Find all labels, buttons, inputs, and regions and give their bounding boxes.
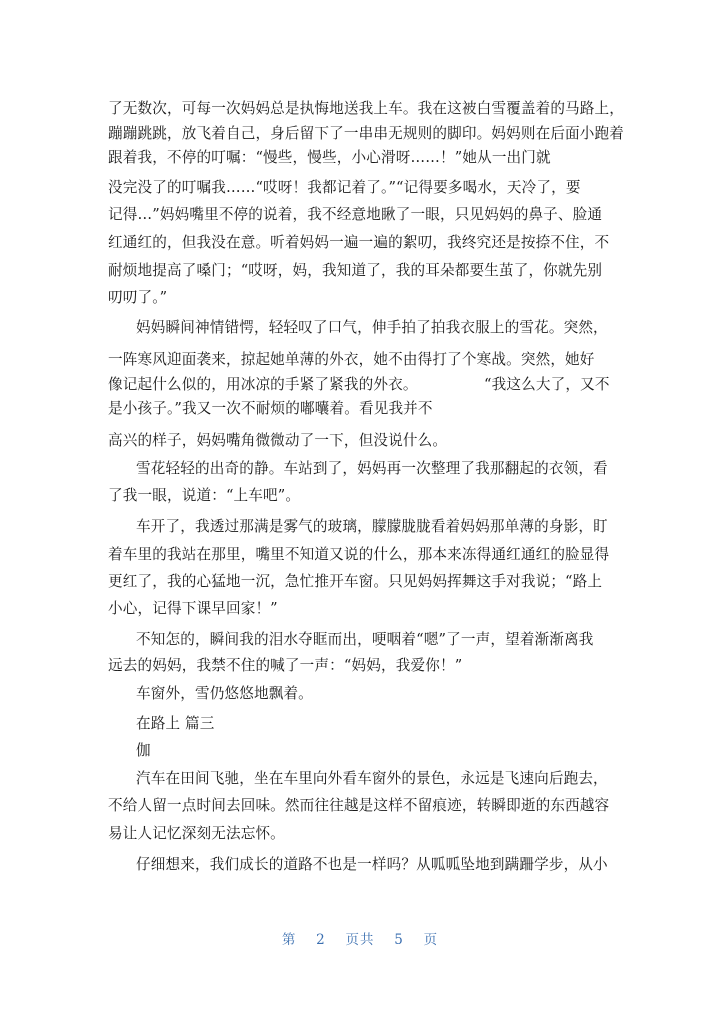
paragraph-line: 蹦蹦跳跳，放飞着自己，身后留下了一串串无规则的脚印。妈妈则在后面小跑着 <box>108 125 625 142</box>
paragraph-line: 更红了，我的心猛地一沉，急忙推开车窗。只见妈妈挥舞这手对我说；“路上 <box>108 573 603 590</box>
paragraph-line: 了我一眼，说道：“上车吧”。 <box>108 487 301 504</box>
paragraph-line: 着车里的我站在那里，嘴里不知道又说的什么，那本来冻得通红通红的脸显得 <box>108 546 610 563</box>
paragraph-line: 仔细想来，我们成长的道路不也是一样吗？从呱呱坠地到蹒跚学步，从小 <box>136 856 608 873</box>
paragraph-line: 跟着我，不停的叮嘱：“慢些，慢些，小心滑呀……！”她从一出门就 <box>108 149 551 166</box>
paragraph-line: 易让人记忆深刻无法忘怀。 <box>108 825 285 842</box>
author-line: 伽 <box>136 742 151 759</box>
paragraph-line: 了无数次，可每一次妈妈总是执悔地送我上车。我在这被白雪覆盖着的马路上， <box>108 100 625 117</box>
paragraph-line: 记得…”妈妈嘴里不停的说着，我不经意地瞅了一眼，只见妈妈的鼻子、脸通 <box>108 206 603 223</box>
paragraph-line: 一阵寒风迎面袭来，掠起她单薄的外衣，她不由得打了个寒战。突然，她好 <box>108 351 595 368</box>
paragraph-line: 小心，记得下课早回家！” <box>108 600 278 617</box>
paragraph-line: 不知怎的，瞬间我的泪水夺眶而出，哽咽着“嗯”了一声，望着渐渐离我 <box>136 631 594 648</box>
paragraph-line: 车窗外，雪仍悠悠地飘着。 <box>136 685 313 702</box>
paragraph-line: 远去的妈妈，我禁不住的喊了一声：“妈妈，我爱你！” <box>108 657 463 674</box>
page-number-footer: 第 2 页共 5 页 <box>281 932 439 948</box>
paragraph-line: 像记起什么似的，用冰凉的手紧了紧我的外衣。 “我这么大了，又不 <box>108 376 610 393</box>
paragraph-line: 耐烦地提高了嗓门；“哎呀，妈，我知道了，我的耳朵都要生茧了，你就先别 <box>108 262 603 279</box>
paragraph-line: 妈妈瞬间神情错愕，轻轻叹了口气，伸手拍了拍我衣服上的雪花。突然， <box>136 319 608 336</box>
paragraph-line: 汽车在田间飞驰，坐在车里向外看车窗外的景色，永远是飞速向后跑去， <box>136 770 608 787</box>
paragraph-line: 红通红的，但我没在意。听着妈妈一遍一遍的絮叨，我终究还是按捺不住，不 <box>108 234 610 251</box>
paragraph-line: 雪花轻轻的出奇的静。车站到了，妈妈再一次整理了我那翻起的衣领，看 <box>136 460 608 477</box>
paragraph-line: 车开了，我透过那满是雾气的玻璃，朦朦胧胧看着妈妈那单薄的身影，盯 <box>136 518 608 535</box>
section-title: 在路上 篇三 <box>136 715 215 732</box>
paragraph-line: 是小孩子。”我又一次不耐烦的嘟囔着。看见我并不 <box>108 400 433 417</box>
paragraph-line: 高兴的样子，妈妈嘴角微微动了一下，但没说什么。 <box>108 432 448 449</box>
paragraph-line: 叨叨了。” <box>108 289 168 306</box>
paragraph-line: 没完没了的叮嘱我……“哎呀！我都记着了。”“记得要多喝水，天冷了，要 <box>108 179 581 196</box>
paragraph-line: 不给人留一点时间去回味。然而往往越是这样不留痕迹，转瞬即逝的东西越容 <box>108 797 610 814</box>
